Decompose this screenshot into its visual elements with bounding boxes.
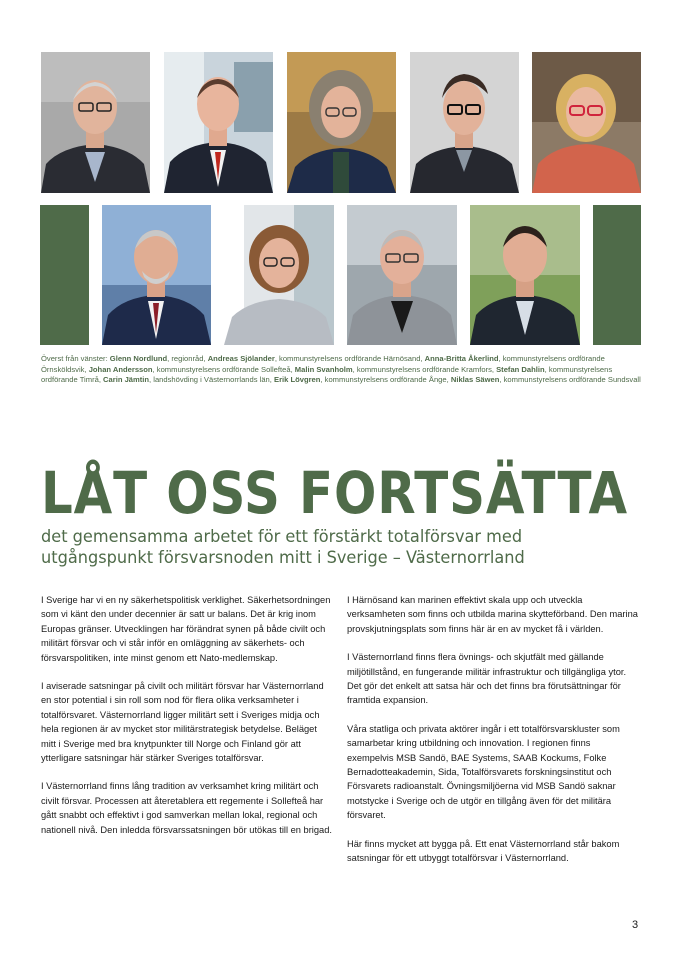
- page-subtitle: det gemensamma arbetet för ett förstärkt totalförsvar med utgångspunkt försvarsnoden mitt i Sverige – Västernorrland: [41, 527, 525, 568]
- body-paragraph: Våra statliga och privata aktörer ingår i ett totalförsvarskluster som samarbetar kring utbildning och innovation. I regionen finns exempelvis MSB Sandö, BAE Systems, SAAB Kockums, Folke Bernadotteakademin, Sida, Totalförsvarets forskningsinstitut och Försvarets radioanstalt. Övningsmiljöerna vid MSB Sandö saknar motstycke i Sverige och de utgör en tillgång även för det militära försvaret.: [347, 723, 620, 821]
- decorative-green-block-right: [593, 205, 641, 345]
- portrait-johan-andersson: [410, 52, 519, 193]
- photo-caption: [41, 354, 641, 386]
- caption-name: Niklas Säwen: [450, 375, 500, 385]
- caption-role: , regionråd,: [167, 354, 208, 363]
- caption-role: , kommunstyrelsens ordförande Sollefteå,: [152, 364, 295, 374]
- caption-role: , kommunstyrelsens ordförande Ånge,: [320, 375, 451, 385]
- portrait-glenn-nordlund: [41, 52, 150, 193]
- caption-name: Stefan Dahlin: [496, 364, 545, 374]
- caption-name: Carin Jämtin: [103, 375, 150, 385]
- decorative-green-block-left: [40, 205, 89, 345]
- caption-role: , kommunstyrelsens ordförande Kramfors,: [352, 364, 497, 374]
- caption-name: Anna-Britta Åkerlind: [424, 354, 499, 363]
- body-paragraph: I Härnösand kan marinen effektivt skala upp och utveckla verksamheten som finns och utbilda marina skytteförband. Den marina provskjutningsplats som finns här är en av mycket få i världen.: [347, 595, 638, 634]
- portrait-erik-lovgren: [347, 205, 457, 345]
- body-paragraph: I Sverige har vi en ny säkerhetspolitisk verklighet. Säkerhetsordningen som vi känt den under decennier är satt ur balans. Det är krig inom Europas gränser. Utvecklingen har förändrat synen på både civilt och militärt försvar och vi står inför en omläggning av säkerhets- och försvarspolitiken, inte minst genom ett Nato-medlemskap.: [41, 595, 331, 663]
- caption-role: , landshövding i Västernorrlands län,: [149, 375, 274, 385]
- portrait-anna-britta-akerlind: [287, 52, 396, 193]
- body-column-right: [347, 593, 639, 880]
- caption-name: Erik Lövgren: [274, 375, 321, 385]
- caption-intro: Överst från vänster:: [41, 354, 110, 363]
- body-column-left: [41, 593, 333, 851]
- portrait-carin-jamtin: [224, 205, 334, 345]
- page-title: LÅT OSS FORTSÄTTA: [41, 459, 629, 527]
- caption-role: , kommunstyrelsens ordförande Örnsköldsvik,: [41, 354, 605, 374]
- body-paragraph: Här finns mycket att bygga på. Ett enat Västernorrland står bakom satsningar för ett utbyggt totalförsvar i Västernorrland.: [347, 838, 620, 864]
- caption-name: Johan Andersson: [88, 364, 153, 374]
- body-paragraph: I Västernorrland finns flera övnings- och skjutfält med gällande miljötillstånd, en fungerande militär infrastruktur och tillgängliga ytor. Det gör det enkelt att satsa här och det finns bra förutsättningar för framtida expansion.: [347, 652, 627, 706]
- portrait-niklas-sawen: [470, 205, 580, 345]
- body-paragraph: I aviserade satsningar på civilt och militärt försvar har Västernorrland en stor potential i sin roll som nod för flera olika verksamheter i totalförsvaret. Västernorrland ligger militärt sett i Sveriges midja och hela regionen är av mycket stor militärstrategisk betydelse. Beläget mitt i Sverige med bra knytpunkter till Norge och Finland gör att ytterligare satsningar här stärker Sveriges totalförsvar.: [41, 681, 324, 764]
- portrait-malin-svanholm: [532, 52, 641, 193]
- portrait-stefan-dahlin: [102, 205, 211, 345]
- body-paragraph: I Västernorrland finns lång tradition av verksamhet kring militärt och civilt försvar. Processen att återetablera ett regemente i Sollefteå har gått snabbt och effektivt i god samverkan mellan lokal, regional och nationell nivå. Den inledda försvarssatsningen bör utökas till en brigad.: [41, 781, 332, 835]
- caption-role: , kommunstyrelsens ordförande Sundsvall: [499, 375, 641, 385]
- caption-role: , kommunstyrelsens ordförande Härnösand,: [274, 354, 425, 363]
- page-number: 3: [632, 919, 639, 931]
- portrait-andreas-sjolander: [164, 52, 273, 193]
- caption-name: Glenn Nordlund: [109, 354, 168, 363]
- caption-name: Malin Svanholm: [294, 364, 353, 374]
- caption-name: Andreas Sjölander: [207, 354, 275, 363]
- caption-role: , kommunstyrelsens ordförande Timrå,: [41, 364, 613, 385]
